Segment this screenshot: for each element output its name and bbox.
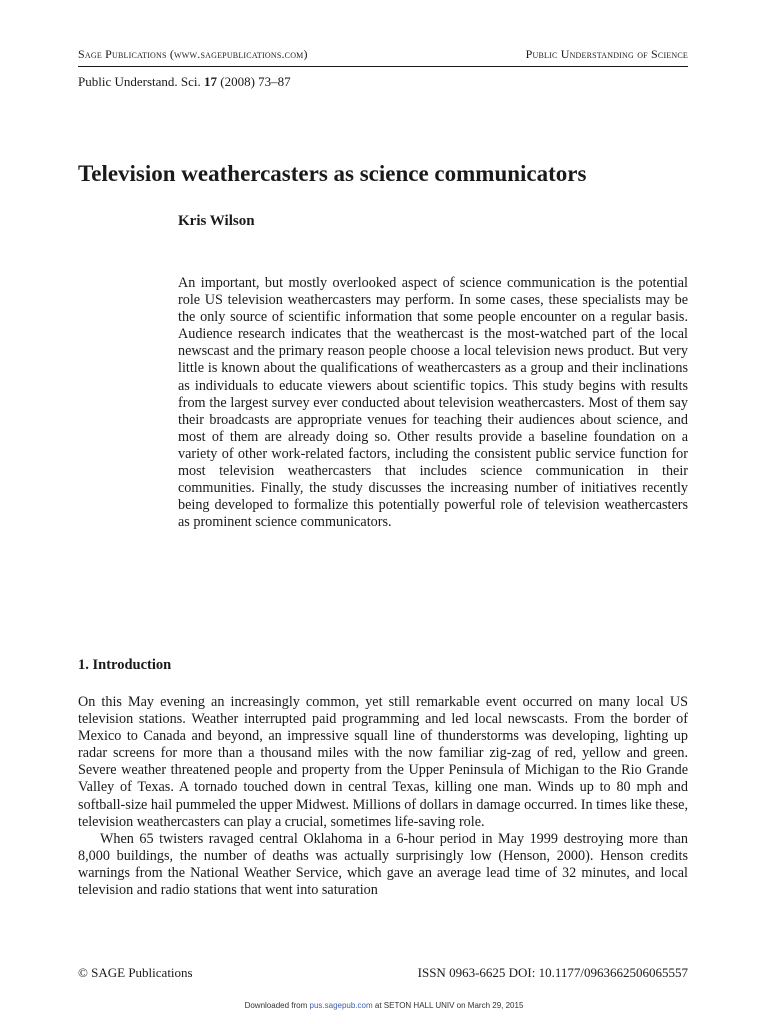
paragraph-2: When 65 twisters ravaged central Oklahoma in a 6-hour period in May 1999 destroying more than 8,000 buildings, the number of deaths was actually surprisingly low (Henson, 2000). Henson credits warnings from the National Weather Service, which gave an average lead time of 32 minutes, and local television and radio stations that went into saturation [78, 830, 688, 899]
download-prefix: Downloaded from [244, 1001, 310, 1010]
article-title: Television weathercasters as science communicators [78, 161, 587, 186]
citation-journal: Public Understand. Sci. [78, 74, 201, 89]
body-text [78, 694, 688, 899]
copyright-notice: © SAGE Publications [78, 965, 193, 980]
citation-line [78, 74, 291, 90]
download-notice [0, 1001, 768, 1010]
section-heading: 1. Introduction [78, 657, 172, 673]
download-link[interactable]: pus.sagepub.com [309, 1001, 373, 1010]
author-name: Kris Wilson [178, 213, 255, 229]
download-suffix: at SETON HALL UNIV on March 29, 2015 [372, 1001, 524, 1010]
citation-pages: (2008) 73–87 [220, 74, 291, 89]
running-header [78, 47, 688, 62]
paragraph-1: On this May evening an increasingly common, yet still remarkable event occurred on many local US television stations. Weather interrupted paid programming and led local newscasts. From the border of Mexico to Canada and beyond, an impressive squall line of thunderstorms was developing, lighting up radar screens for more than a thousand miles with the now familiar zig-zag of red, yellow and green. Severe weather threatened people and property from the Upper Peninsula of Michigan to the Rio Grande Valley of Texas. A tornado touched down in central Texas, killing one man. Winds up to 80 mph and softball-size hail pummeled the upper Midwest. Millions of dollars in damage occurred. In times like these, television weathercasters can play a crucial, sometimes life-saving role. [78, 694, 688, 830]
page-footer [78, 965, 688, 981]
publisher-line: Sage Publications (www.sagepublications.com) [78, 47, 308, 61]
header-rule [78, 66, 688, 67]
abstract: An important, but mostly overlooked aspect of science communication is the potential role US television weathercasters may perform. In some cases, these specialists may be the only source of scientific information that some people encounter on a regular basis. Audience research indicates that the weathercast is the most-watched part of the local newscast and the primary reason people choose a local television news product. But very little is known about the qualifications of weathercasters as a group and their inclinations as individuals to educate viewers about scientific topics. This study begins with results from the largest survey ever conducted about television weathercasters. Most of them say their broadcasts are appropriate venues for teaching their audiences about science, and most of them are already doing so. Other results provide a baseline foundation on a variety of other work-related factors, including the consistent public service function for most television weathercasters that includes science communication in their communities. Finally, the study discusses the increasing number of initiatives recently being developed to formalize this potentially powerful role of television weathercasters as prominent science communicators. [178, 275, 688, 531]
journal-name: Public Understanding of Science [525, 47, 688, 61]
citation-volume: 17 [204, 74, 218, 89]
issn-doi: ISSN 0963-6625 DOI: 10.1177/0963662506065557 [417, 965, 688, 980]
